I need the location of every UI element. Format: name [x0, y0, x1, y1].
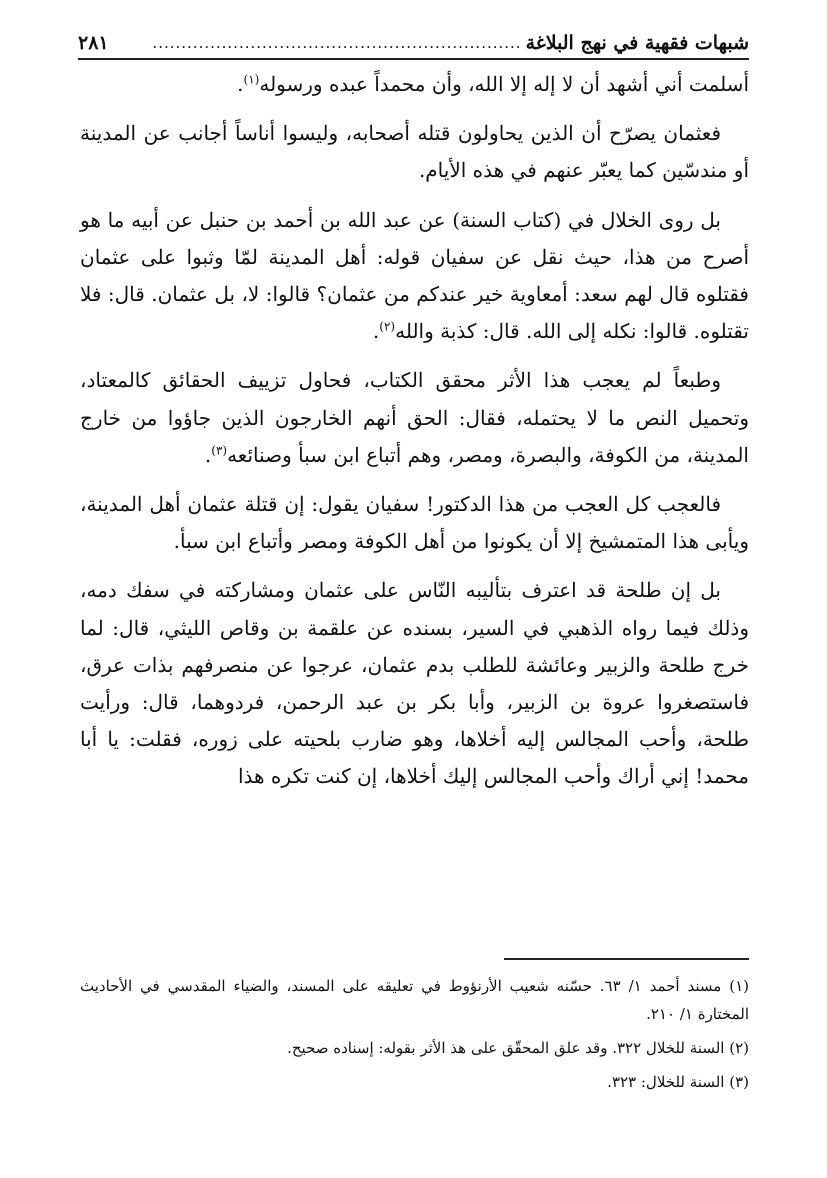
footnote: (٣) السنة للخلال: ٣٢٣.: [607, 1073, 749, 1091]
page-number: ٢٨١: [78, 32, 109, 54]
paragraph: بل إن طلحة قد اعترف بتأليبه النّاس على عثمان ومشاركته في سفك دمه، وذلك فيما رواه الذهبي في السير، بسنده عن علقمة بن وقاص الليثي، قال: لما خرج طلحة والزبير وعائشة للطلب بدم عثمان، عرجوا عن منصرفهم بذات عرق، فاستصغروا عروة بن الزبير، وأبا بكر بن عبد الرحمن، فردوهما، قال: ورأيت طلحة، وأحب المجالس إليه أخلاها، وهو ضارب بلحيته على زوره، فقلت: يا أبا محمد! إني أراك وأحب المجالس إليك أخلاها، إن كنت تكره هذا: [80, 578, 749, 789]
footnote-ref[interactable]: (١): [243, 72, 260, 87]
footnotes: [80, 972, 749, 1102]
paragraph: بل روى الخلال في (كتاب السنة) عن عبد الله بن أحمد بن حنبل عن أبيه ما هو أصرح من هذا، حيث نقل عن سفيان قوله: أهل المدينة لمّا وثبوا على عثمان فقتلوه قال لهم سعد: أمعاوية خير عندكم من عثمان؟ قالوا: لا، بل عثمان. قال: فلا تقتلوه. قالوا: نكله إلى الله. قال: كذبة والله$^{(٢)}$.: [80, 207, 749, 344]
body-text: [80, 66, 749, 808]
header-leader-dots: ................................................................: [152, 34, 522, 52]
paragraph: أسلمت أني أشهد أن لا إله إلا الله، وأن محمداً عبده ورسوله$^{(١)}$.: [237, 72, 749, 96]
header-title: شبهات فقهية في نهج البلاغة: [525, 32, 749, 54]
footnote-separator: [504, 958, 749, 960]
footnote-ref[interactable]: (٢): [379, 319, 396, 334]
paragraph: وطبعاً لم يعجب هذا الأثر محقق الكتاب، فحاول تزييف الحقائق كالمعتاد، وتحميل النص ما لا يحتمله، فقال: الحق أنهم الخارجون الذين جاؤوا من خارج المدينة، من الكوفة، والبصرة، ومصر، وهم أتباع ابن سبأ وصنائعه$^{(٣)}$.: [80, 368, 749, 467]
paragraph: فالعجب كل العجب من هذا الدكتور! سفيان يقول: إن قتلة عثمان أهل المدينة، ويأبى هذا المتمشيخ إلا أن يكونوا من أهل الكوفة ومصر وأتباع ابن سبأ.: [80, 492, 749, 554]
footnote: (٢) السنة للخلال ٣٢٢. وقد علق المحقّق على هذ الأثر بقوله: إسناده صحيح.: [287, 1039, 749, 1057]
paragraph: فعثمان يصرّح أن الذين يحاولون قتله أصحابه، وليسوا أناساً أجانب عن المدينة أو مندسّين كما يعبّر عنهم في هذه الأيام.: [80, 121, 749, 183]
footnote: (١) مسند أحمد ١/ ٦٣. حسّنه شعيب الأرنؤوط في تعليقه على المسند، والضياء المقدسي في الأحاديث المختارة ١/ ٢١٠.: [80, 977, 749, 1023]
running-header: [78, 24, 749, 60]
footnote-ref[interactable]: (٣): [211, 443, 228, 458]
